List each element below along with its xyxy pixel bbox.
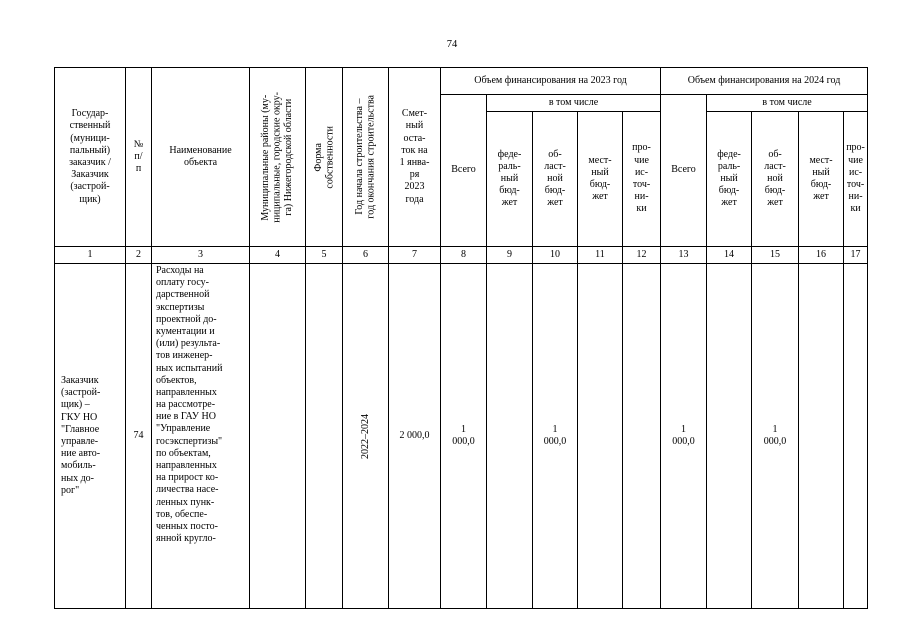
column-number: 11	[578, 247, 623, 264]
table-row	[55, 264, 868, 609]
header-ownership: Форма собственности	[306, 68, 343, 247]
column-number: 1	[55, 247, 126, 264]
header-local-2024: мест- ный бюд- жет	[799, 112, 844, 247]
column-number: 2	[126, 247, 152, 264]
page-number: 74	[446, 39, 458, 50]
row-other-2023	[623, 264, 661, 609]
column-number-row	[55, 247, 868, 264]
row-estimate-balance: 2 000,0	[389, 264, 441, 609]
row-item-no: 74	[126, 264, 152, 609]
column-number: 9	[487, 247, 533, 264]
row-other-2024	[844, 264, 868, 609]
header-item-no: № п/ п	[126, 68, 152, 247]
row-federal-2024	[707, 264, 752, 609]
row-customer: Заказчик (застрой- щик) – ГКУ НО "Главное управле- ние авто- мобиль- ных до- рог"	[55, 264, 126, 609]
row-object-name: Расходы на оплату госу- дарственной экспертизы проектной до- кументации и (или) результа- тов инженер- ных испытаний объектов, направленных на рассмотре- ние в ГАУ НО "Управление госэкспертизы" по объектам, направленных на прирост ко- личества насе- ленных пунк- тов, обеспе- ченных посто- янной кругло-	[152, 264, 250, 609]
row-regional-2023: 1 000,0	[533, 264, 578, 609]
row-districts	[250, 264, 306, 609]
header-regional-2023: об- ласт- ной бюд- жет	[533, 112, 578, 247]
row-ownership	[306, 264, 343, 609]
header-districts: Муниципальные районы (му- ниципальные, городские окру- га) Нижегородской области	[250, 68, 306, 247]
row-regional-2024: 1 000,0	[752, 264, 799, 609]
row-total-2023: 1 000,0	[441, 264, 487, 609]
header-other-2024: про- чие ис- точ- ни- ки	[844, 112, 868, 247]
column-number: 14	[707, 247, 752, 264]
header-customer: Государ- ственный (муници- пальный) заказчик / Заказчик (застрой- щик)	[55, 68, 126, 247]
column-number: 10	[533, 247, 578, 264]
column-number: 12	[623, 247, 661, 264]
column-number: 3	[152, 247, 250, 264]
header-object-name: Наименование объекта	[152, 68, 250, 247]
header-federal-2023: феде- раль- ный бюд- жет	[487, 112, 533, 247]
header-including-2023: в том числе	[487, 95, 661, 112]
header-total-2023: Всего	[441, 95, 487, 247]
column-number: 16	[799, 247, 844, 264]
header-funding-2024: Объем финансирования на 2024 год	[661, 68, 868, 95]
header-including-2024: в том числе	[707, 95, 868, 112]
row-years: 2022–2024	[343, 264, 389, 609]
column-number: 6	[343, 247, 389, 264]
header-estimate-balance: Смет- ный оста- ток на 1 янва- ря 2023 года	[389, 68, 441, 247]
header-row-1	[55, 68, 868, 95]
financing-table	[54, 67, 868, 609]
header-funding-2023: Объем финансирования на 2023 год	[441, 68, 661, 95]
column-number: 7	[389, 247, 441, 264]
header-total-2024: Всего	[661, 95, 707, 247]
row-local-2023	[578, 264, 623, 609]
column-number: 15	[752, 247, 799, 264]
row-federal-2023	[487, 264, 533, 609]
header-federal-2024: феде- раль- ный бюд- жет	[707, 112, 752, 247]
header-local-2023: мест- ный бюд- жет	[578, 112, 623, 247]
column-number: 8	[441, 247, 487, 264]
row-total-2024: 1 000,0	[661, 264, 707, 609]
header-years: Год начала строительства – год окончания строительства	[343, 68, 389, 247]
column-number: 17	[844, 247, 868, 264]
row-local-2024	[799, 264, 844, 609]
header-other-2023: про- чие ис- точ- ни- ки	[623, 112, 661, 247]
column-number: 5	[306, 247, 343, 264]
column-number: 4	[250, 247, 306, 264]
column-number: 13	[661, 247, 707, 264]
header-regional-2024: об- ласт- ной бюд- жет	[752, 112, 799, 247]
